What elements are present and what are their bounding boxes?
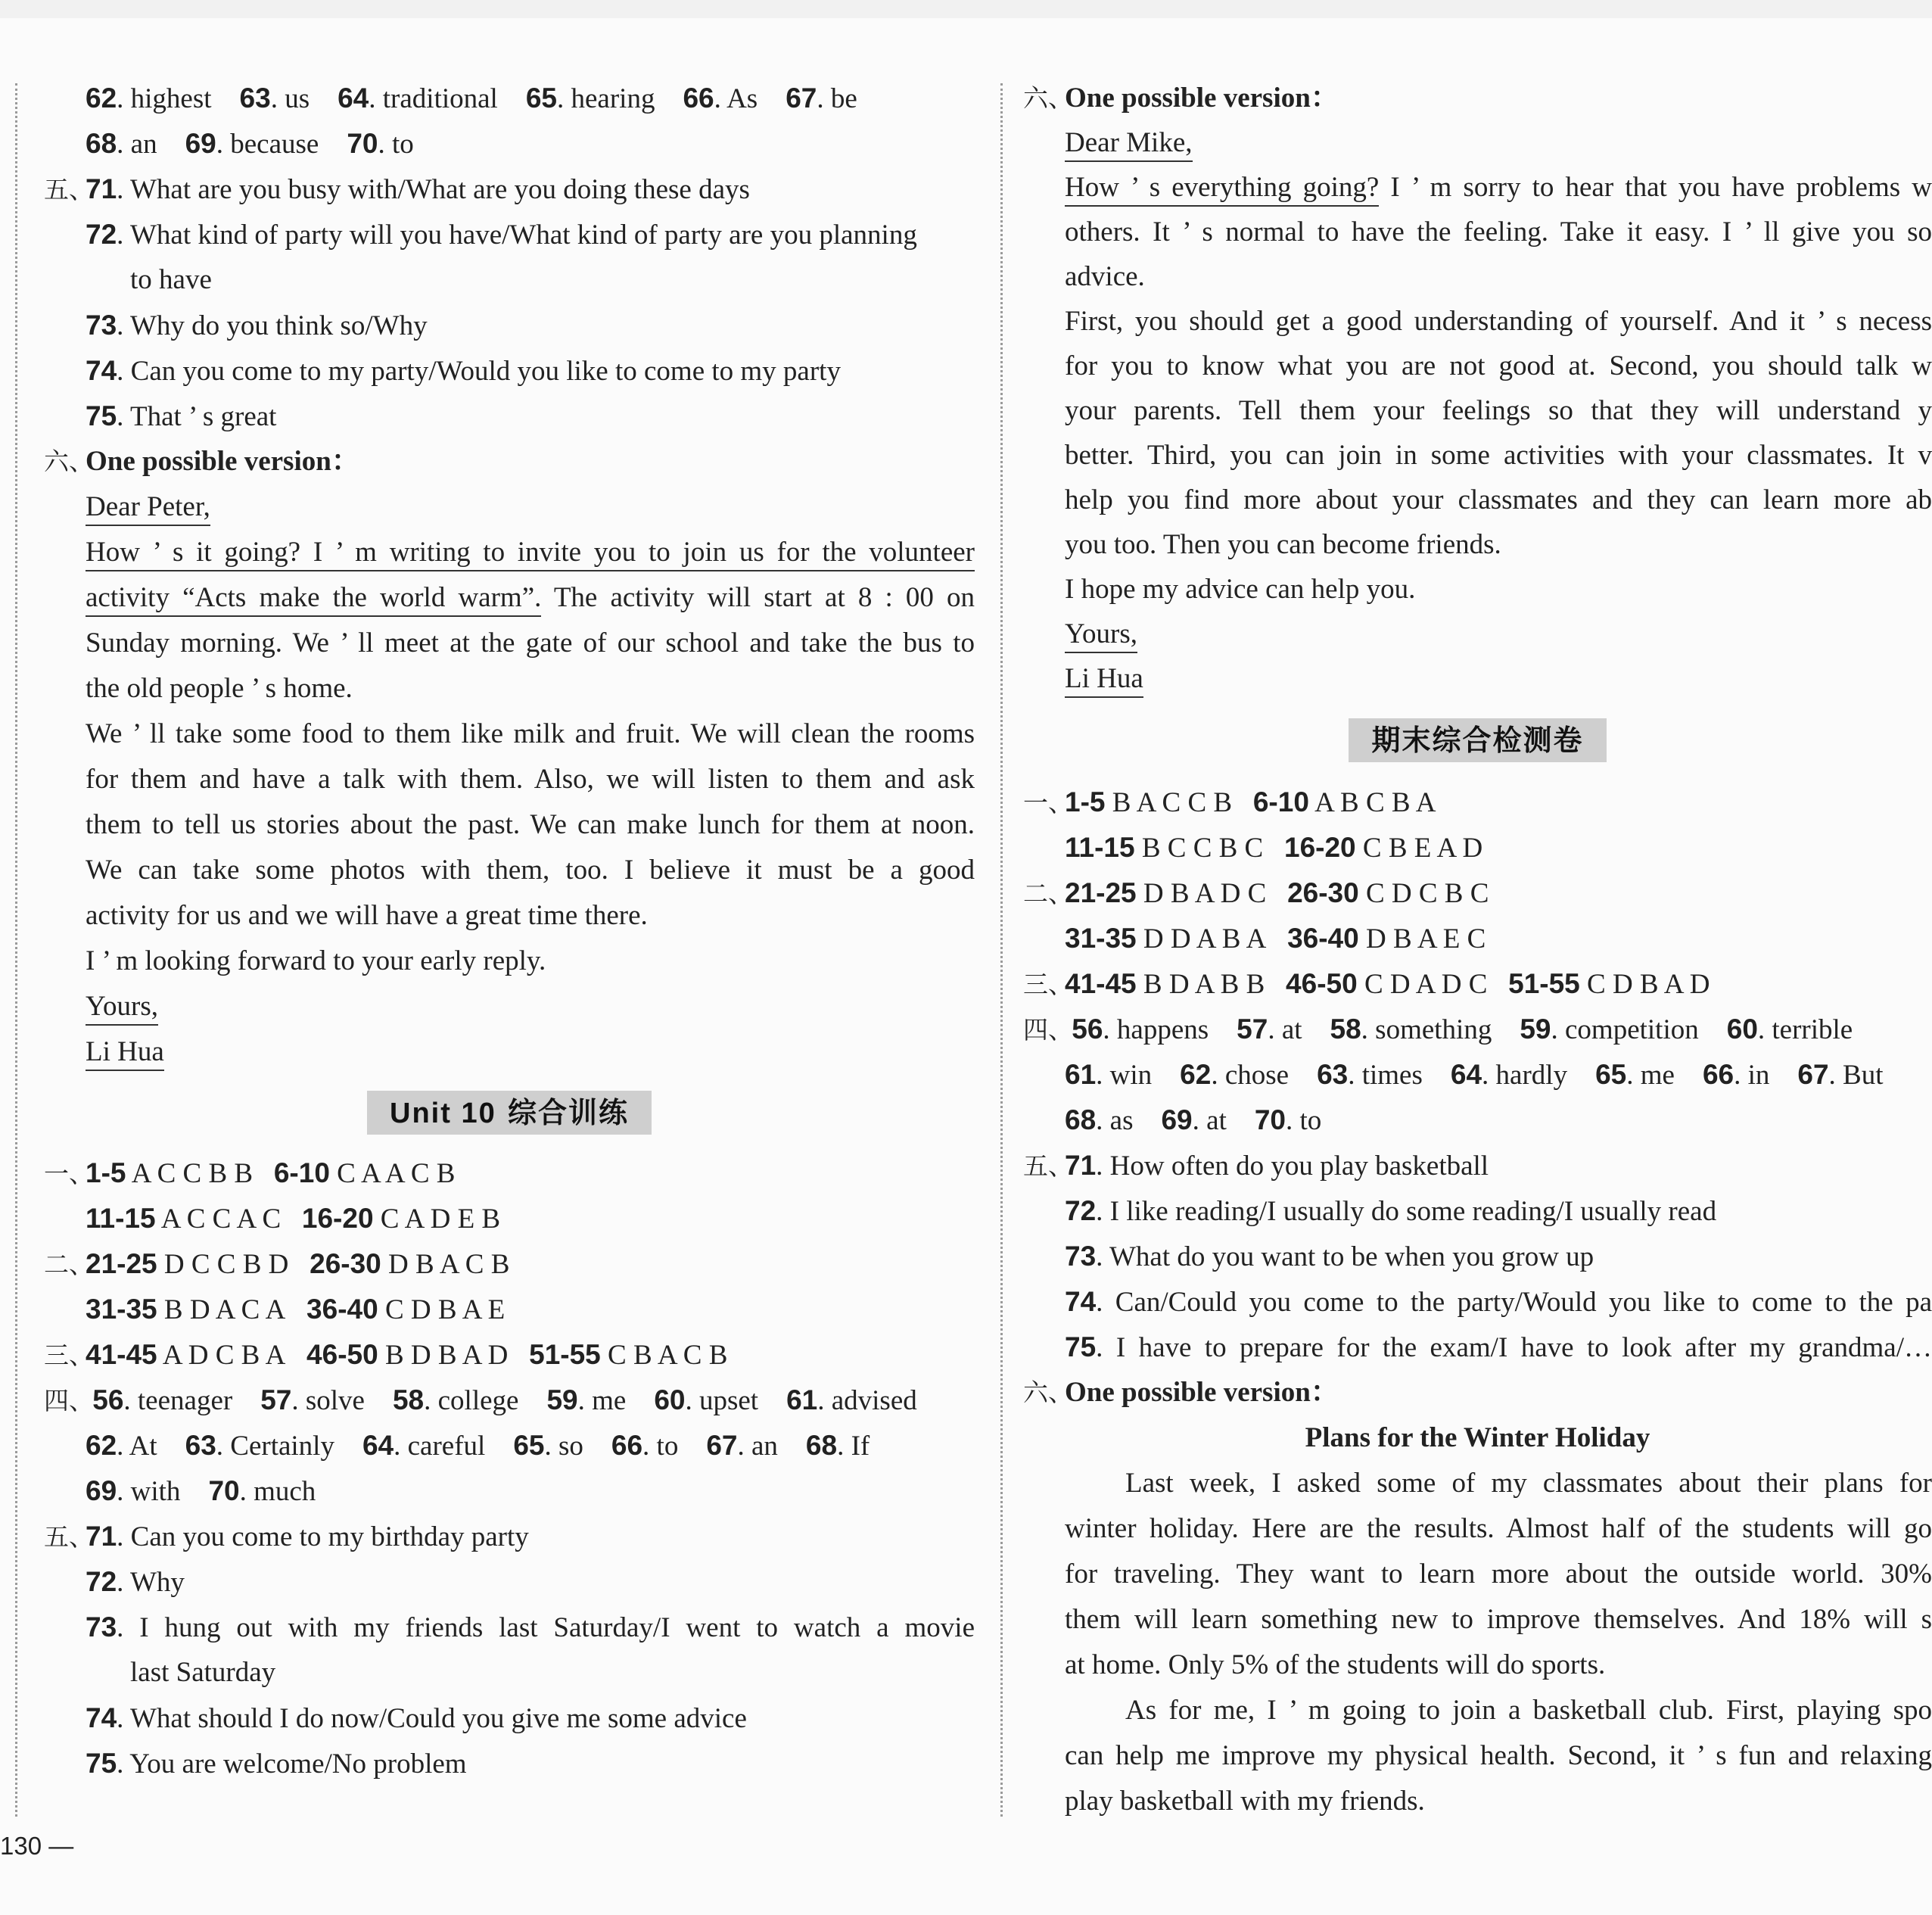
section-banner-row bbox=[44, 1075, 975, 1151]
answer-line: to have bbox=[130, 264, 212, 295]
answer-line: 二、21-25 D B A D C 26-30 C D C B C bbox=[1023, 877, 1489, 909]
letter-line: them to tell us stories about the past. We can make lunch for them at noon. bbox=[86, 809, 975, 840]
answer-line: 62. highest 63. us 64. traditional 65. hearing 66. As 67. be bbox=[86, 83, 857, 114]
essay-line: winter holiday. Here are the results. Almost half of the students will go bbox=[1065, 1513, 1932, 1544]
section-marker: 五、 bbox=[44, 175, 94, 204]
answer-line: 72. Why bbox=[86, 1566, 185, 1598]
final-exam-banner: 期末综合检测卷 bbox=[1349, 718, 1606, 762]
answer-line: 一、1-5 A C C B B 6-10 C A A C B bbox=[44, 1157, 456, 1189]
letter-line: We ’ ll take some food to them like milk and fruit. We will clean the rooms bbox=[86, 718, 975, 749]
letter-closing: Yours, bbox=[44, 984, 975, 1029]
letter-line: activity for us and we will have a great time there. bbox=[86, 900, 648, 931]
answer-line: 31-35 D D A B A 36-40 D B A E C bbox=[1065, 923, 1486, 954]
letter-line: your parents. Tell them your feelings so that they will understand y bbox=[1065, 395, 1932, 426]
essay-line: them will learn something new to improve themselves. And 18% will s bbox=[1065, 1604, 1932, 1635]
essay-line: at home. Only 5% of the students will do sports. bbox=[1065, 1649, 1606, 1680]
answer-line: 74. What should I do now/Could you give me some advice bbox=[86, 1702, 747, 1734]
letter-line: How ’ s it going? I ’ m writing to invite you to join us for the volunteer bbox=[44, 530, 975, 575]
answer-line: 68. an 69. because 70. to bbox=[86, 128, 414, 160]
letter-line: I ’ m looking forward to your early reply. bbox=[86, 945, 546, 976]
answer-line: 75. You are welcome/No problem bbox=[86, 1748, 467, 1780]
letter-signature: Li Hua bbox=[1023, 656, 1932, 701]
answer-line: 一、1-5 B A C C B 6-10 A B C B A bbox=[1023, 786, 1436, 818]
essay-line: play basketball with my friends. bbox=[1065, 1786, 1425, 1817]
letter-greeting: Dear Mike, bbox=[1023, 120, 1932, 165]
answer-line: 四、 56. happens 57. at 58. something 59. competition 60. terrible bbox=[1023, 1014, 1853, 1045]
answer-line: 74. Can/Could you come to the party/Would you like to come to the pa bbox=[1065, 1286, 1932, 1318]
answer-line: 75. I have to prepare for the exam/I have to look after my grandma/… bbox=[1065, 1331, 1932, 1363]
answer-line: 11-15 A C C A C 16-20 C A D E B bbox=[86, 1203, 501, 1235]
answer-line: 四、 56. teenager 57. solve 58. college 59. me 60. upset 61. advised bbox=[44, 1384, 917, 1416]
answer-line: 74. Can you come to my party/Would you like to come to my party bbox=[86, 355, 841, 387]
essay-line: Last week, I asked some of my classmates about their plans for bbox=[1125, 1468, 1932, 1499]
letter-line: First, you should get a good understanding of yourself. And it ’ s necess bbox=[1065, 306, 1932, 337]
right-column bbox=[1023, 76, 1932, 1824]
answer-line: 61. win 62. chose 63. times 64. hardly 65. me 66. in 67. But bbox=[1065, 1059, 1884, 1091]
version-heading: 六、One possible version： bbox=[44, 446, 359, 477]
essay-line: for traveling. They want to learn more about the outside world. 30% bbox=[1065, 1558, 1932, 1590]
answer-line: 69. with 70. much bbox=[86, 1475, 316, 1507]
answer-line: 68. as 69. at 70. to bbox=[1065, 1104, 1322, 1136]
answer-line: 五、71. How often do you play basketball bbox=[1023, 1150, 1489, 1182]
essay-line: As for me, I ’ m going to join a basketball club. First, playing spo bbox=[1125, 1695, 1932, 1726]
answer-line: 三、41-45 A D C B A 46-50 B D B A D 51-55 C B A C B bbox=[44, 1339, 728, 1371]
column-divider bbox=[1000, 83, 1003, 1817]
section-banner-row bbox=[1023, 701, 1932, 780]
left-column bbox=[44, 76, 975, 1786]
answer-line: 二、21-25 D C C B D 26-30 D B A C B bbox=[44, 1248, 510, 1280]
page-number: 130 — bbox=[0, 1832, 74, 1860]
answer-line: 73. What do you want to be when you grow up bbox=[1065, 1241, 1594, 1272]
letter-signature: Li Hua bbox=[44, 1029, 975, 1075]
letter-line: better. Third, you can join in some activities with your classmates. It v bbox=[1065, 440, 1932, 471]
answer-line: last Saturday bbox=[130, 1657, 276, 1688]
letter-line: We can take some photos with them, too. I believe it must be a good bbox=[86, 855, 975, 886]
letter-line: advice. bbox=[1065, 261, 1145, 292]
answer-line: 五、71. What are you busy with/What are you doing these days bbox=[44, 167, 975, 212]
letter-line: activity “Acts make the world warm”. The activity will start at 8 : 00 on bbox=[44, 575, 975, 621]
essay-title: Plans for the Winter Holiday bbox=[1305, 1422, 1650, 1453]
letter-line: the old people ’ s home. bbox=[86, 673, 353, 704]
letter-line: you too. Then you can become friends. bbox=[1065, 529, 1501, 560]
answer-line: 62. At 63. Certainly 64. careful 65. so 66. to 67. an 68. If bbox=[86, 1430, 870, 1462]
letter-line: How ’ s everything going? I ’ m sorry to hear that you have problems w bbox=[1023, 165, 1932, 210]
answer-line: 73. Why do you think so/Why bbox=[86, 310, 428, 341]
essay-line: can help me improve my physical health. Second, it ’ s fun and relaxing bbox=[1065, 1740, 1932, 1771]
letter-line: I hope my advice can help you. bbox=[1065, 574, 1416, 605]
answer-line: 75. That ’ s great bbox=[86, 400, 277, 432]
answer-line: 73. I hung out with my friends last Saturday/I went to watch a movie bbox=[86, 1611, 975, 1643]
letter-line: for them and have a talk with them. Also, we will listen to them and ask bbox=[86, 764, 975, 795]
letter-line: Sunday morning. We ’ ll meet at the gate of our school and take the bus to bbox=[86, 627, 975, 659]
version-heading: 六、One possible version： bbox=[1023, 83, 1339, 114]
unit-10-banner: Unit 10 综合训练 bbox=[367, 1091, 652, 1135]
answer-line: 72. I like reading/I usually do some reading/I usually read bbox=[1065, 1195, 1717, 1227]
letter-closing: Yours, bbox=[1023, 612, 1932, 656]
answer-line: 11-15 B C C B C 16-20 C B E A D bbox=[1065, 832, 1483, 864]
letter-line: others. It ’ s normal to have the feeling. Take it easy. I ’ ll give you so bbox=[1065, 216, 1932, 248]
letter-line: help you find more about your classmates and they can learn more ab bbox=[1065, 484, 1932, 515]
letter-line: for you to know what you are not good at. Second, you should talk w bbox=[1065, 350, 1932, 381]
answer-line: 72. What kind of party will you have/What kind of party are you planning bbox=[86, 219, 917, 251]
answer-line: 31-35 B D A C A 36-40 C D B A E bbox=[86, 1294, 506, 1325]
answer-line: 三、41-45 B D A B B 46-50 C D A D C 51-55 C D B A D bbox=[1023, 968, 1710, 1000]
version-heading: 六、One possible version： bbox=[1023, 1377, 1339, 1408]
letter-greeting: Dear Peter, bbox=[44, 484, 975, 530]
left-margin-rule bbox=[15, 83, 17, 1817]
top-band bbox=[0, 0, 1932, 18]
answer-line: 五、71. Can you come to my birthday party bbox=[44, 1521, 529, 1552]
